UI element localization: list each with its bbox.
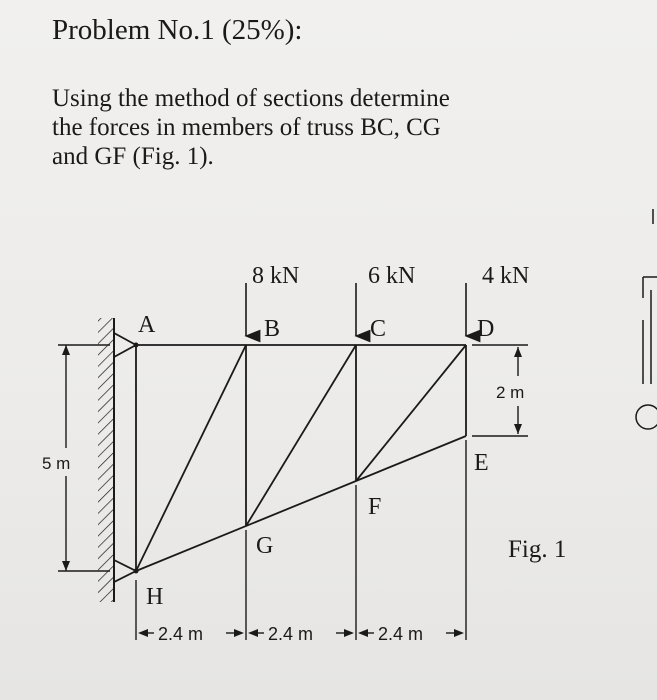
statement-line-1: Using the method of sections determine — [52, 85, 450, 112]
node-label-f: F — [368, 494, 382, 520]
load-label-d: 4 kN — [482, 263, 530, 289]
dimension-label-span-1: 2.4 m — [158, 624, 204, 644]
load-label-b: 8 kN — [252, 263, 300, 289]
dimension-label-5m: 5 m — [42, 454, 71, 473]
node-label-h: H — [146, 584, 164, 610]
dimension-label-span-3: 2.4 m — [378, 624, 424, 644]
problem-title: Problem No.1 (25%): — [52, 14, 303, 46]
member-gc — [246, 345, 356, 526]
statement-line-2: the forces in members of truss BC, CG — [52, 114, 441, 141]
adjacent-figure-fragment — [636, 209, 657, 429]
wall-support — [98, 318, 114, 602]
node-label-g: G — [256, 533, 274, 559]
dimension-label-span-2: 2.4 m — [268, 624, 314, 644]
pin-support-h — [114, 560, 139, 582]
node-label-b: B — [264, 316, 281, 342]
bottom-chord — [136, 436, 466, 571]
dimension-label-2m: 2 m — [496, 383, 525, 402]
node-label-c: C — [370, 316, 387, 342]
load-label-c: 6 kN — [368, 263, 416, 289]
truss-members — [136, 345, 466, 571]
pin-support-a — [114, 333, 139, 357]
member-hb — [136, 345, 246, 571]
member-fd — [356, 345, 466, 481]
node-label-a: A — [138, 312, 156, 338]
wall-hatch — [98, 318, 114, 602]
statement-line-3: and GF (Fig. 1). — [52, 143, 214, 170]
node-label-d: D — [477, 316, 495, 342]
figure-caption: Fig. 1 — [508, 536, 567, 563]
node-label-e: E — [474, 450, 489, 476]
